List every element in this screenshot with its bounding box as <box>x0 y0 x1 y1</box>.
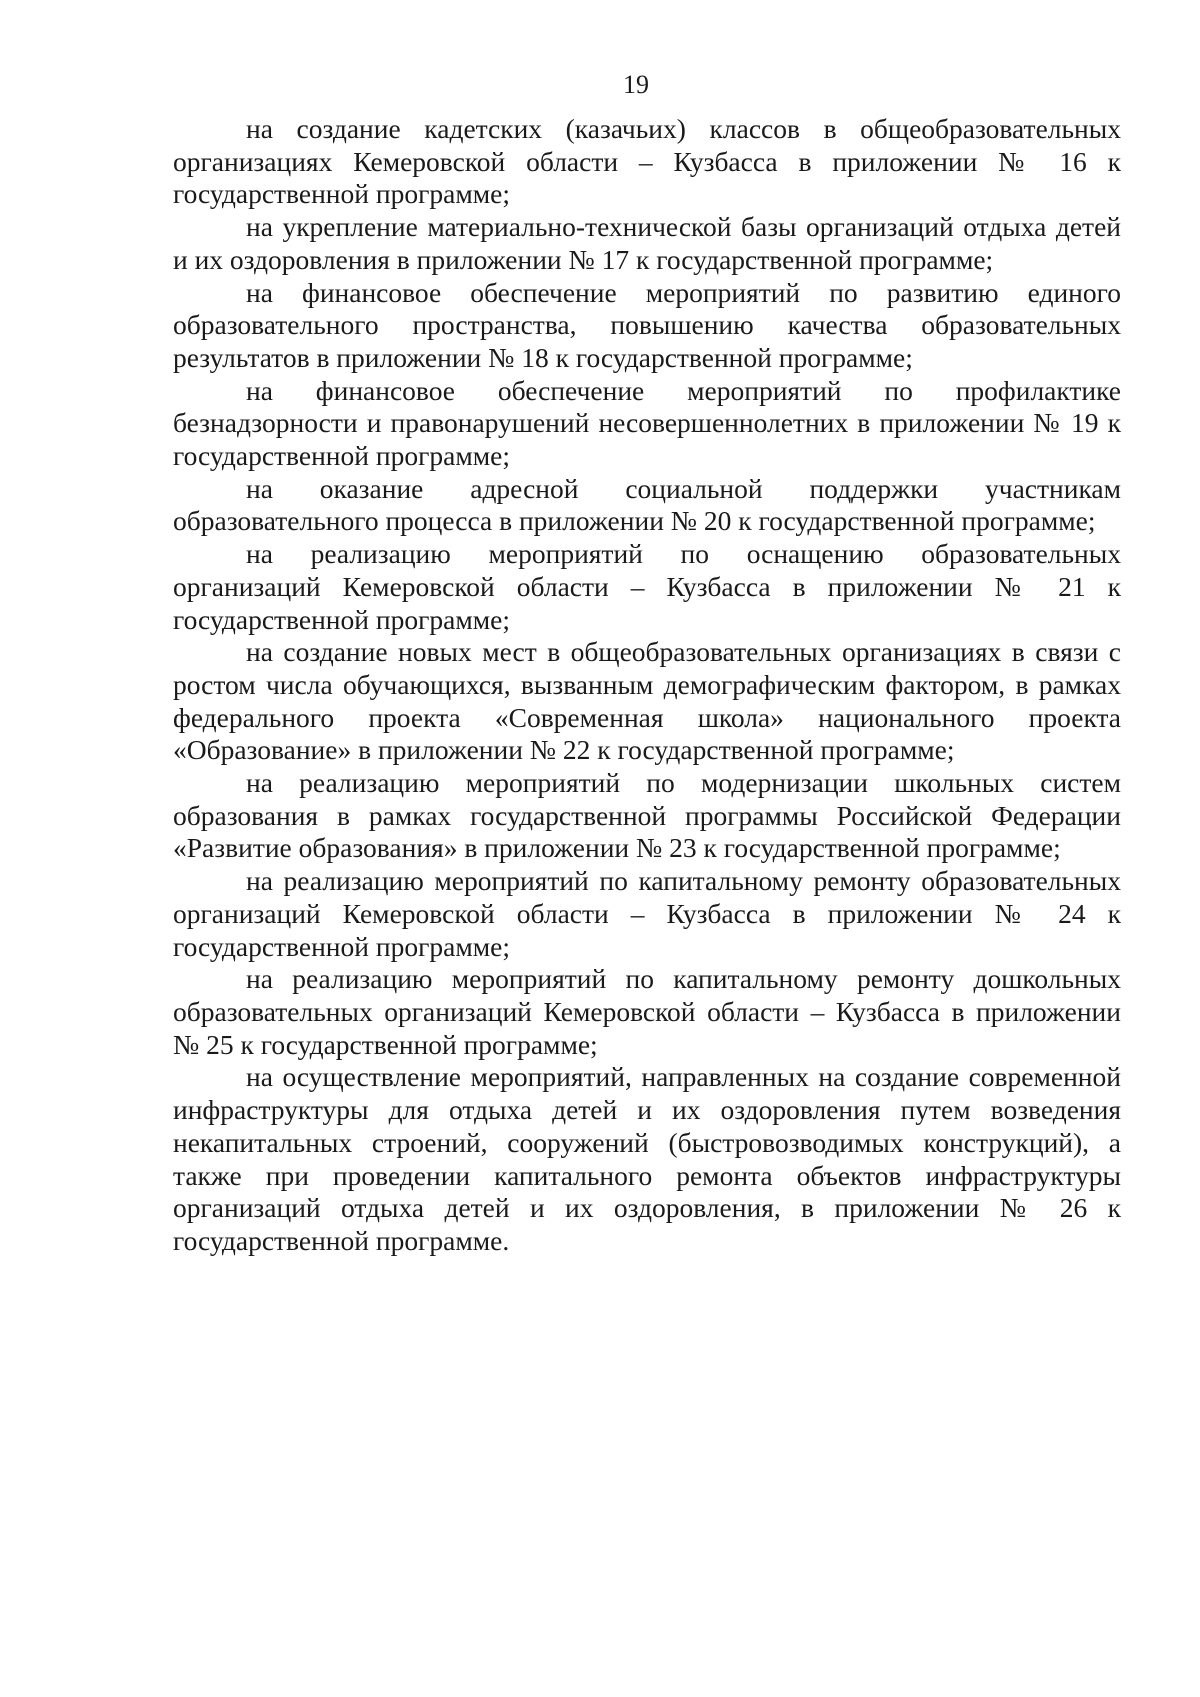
paragraph-appendix-26: на осуществление мероприятий, направленных на создание современной инфраструктуры для отдыха детей и их оздоровления путем возведения некапитальных строений, сооружений (быстровозводимых конструкций), а также при проведении капитального ремонта объектов инфраструктуры организаций отдыха детей и их оздоровления, в приложении № 26 к государственной программе. <box>173 1061 1121 1256</box>
paragraph-appendix-16: на создание кадетских (казачьих) классов в общеобразовательных организациях Кемеровской области – Кузбасса в приложении № 16 к государственной программе; <box>173 113 1121 210</box>
paragraph-appendix-18: на финансовое обеспечение мероприятий по развитию единого образовательного пространства, повышению качества образовательных результатов в приложении № 18 к государственной программе; <box>173 276 1121 373</box>
paragraph-appendix-20: на оказание адресной социальной поддержки участникам образовательного процесса в приложении № 20 к государственной программе; <box>173 472 1121 537</box>
paragraph-appendix-22: на создание новых мест в общеобразовательных организациях в связи с ростом числа обучающихся, вызванным демографическим фактором, в рамках федерального проекта «Современная школа» национального проекта «Образование» в приложении № 22 к государственной программе; <box>173 636 1121 766</box>
paragraph-appendix-19: на финансовое обеспечение мероприятий по профилактике безнадзорности и правонарушений несовершеннолетних в приложении № 19 к государственной программе; <box>173 374 1121 472</box>
paragraph-appendix-21: на реализацию мероприятий по оснащению образовательных организаций Кемеровской области – Кузбасса в приложении № 21 к государственной программе; <box>173 538 1121 635</box>
paragraph-appendix-24: на реализацию мероприятий по капитальному ремонту образовательных организаций Кемеровской области – Кузбасса в приложении № 24 к государственной программе; <box>173 865 1121 962</box>
document-body <box>173 113 1121 1258</box>
paragraph-appendix-23: на реализацию мероприятий по модернизации школьных систем образования в рамках государственной программы Российской Федерации «Развитие образования» в приложении № 23 к государственной программе; <box>173 767 1121 864</box>
page-number: 19 <box>623 70 649 99</box>
paragraph-appendix-25: на реализацию мероприятий по капитальному ремонту дошкольных образовательных организаций Кемеровской области – Кузбасса в приложении № 25 к государственной программе; <box>173 963 1121 1060</box>
paragraph-appendix-17: на укрепление материально-технической базы организаций отдыха детей и их оздоровления в приложении № 17 к государственной программе; <box>173 211 1121 275</box>
